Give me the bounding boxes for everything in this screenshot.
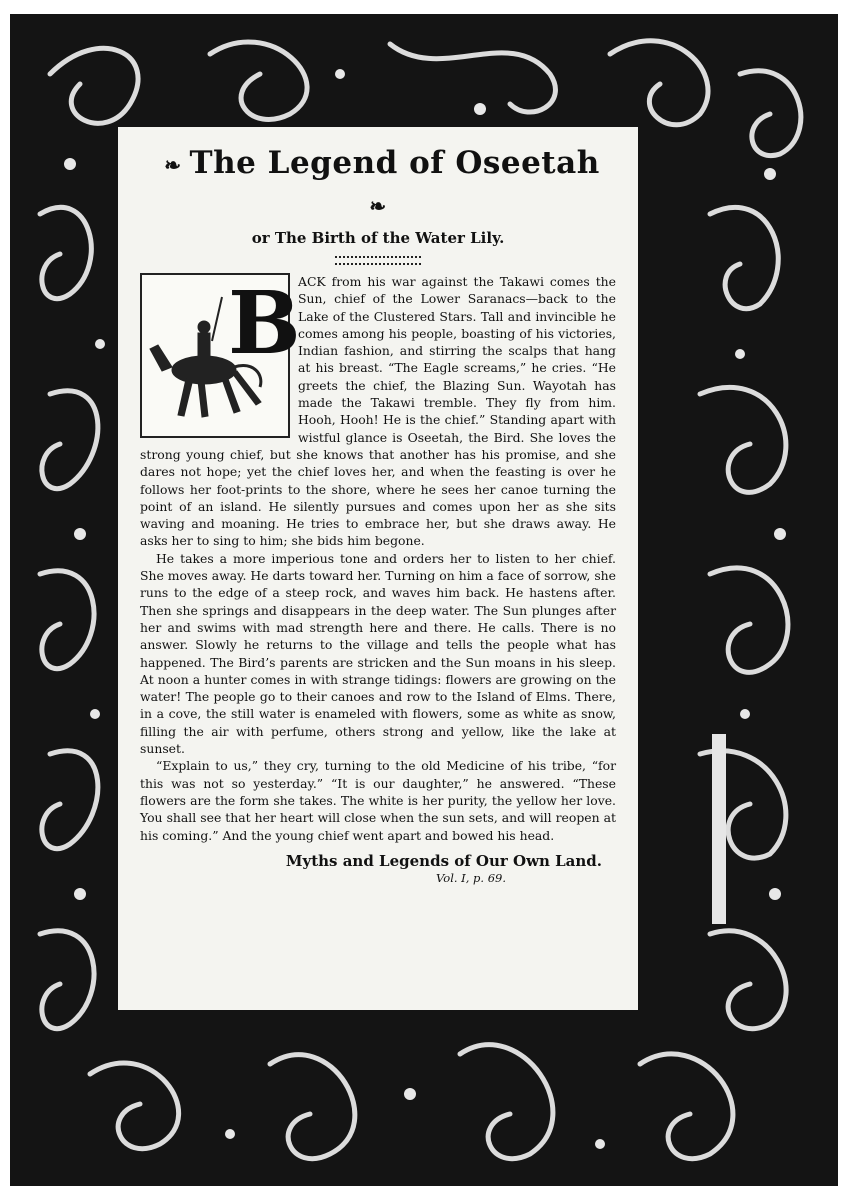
subtitle: or The Birth of the Water Lily. xyxy=(251,229,505,247)
paragraph: ACK from his war against the Takawi comes the Sun, chief of the Lower Saranacs—back to the Lake of the Clustered Stars. Tall and invincible he comes among his people, boasting of his victories, Indian fashion, and stirring the scalps that hang at his breast. “The Eagle screams,” he cries. “He greets the chief, the Blazing Sun. Wayotah has made the Takawi tremble. They fly from him. Hooh, Hooh! He is the chief.” Standing apart with wistful glance is Oseetah, the Bird. She loves the strong young chief, but she knows that another has his promise, and she dares not hope; yet the chief loves her, and when the feasting is over he follows her foot-prints to the shore, where he sees her canoe turning the point of an island. He silently pursues and comes upon her as she sits waving and moaning. He tries to embrace her, but she draws away. He asks her to sing to him; she bids him begone. xyxy=(140,274,616,549)
decorative-divider xyxy=(335,256,421,265)
page-title xyxy=(140,143,616,226)
drop-cap: B xyxy=(228,273,301,374)
leaf-ornament-icon: ❧ xyxy=(369,194,387,218)
source-title: Myths and Legends of Our Own Land. xyxy=(285,851,602,870)
text-panel xyxy=(118,127,638,1010)
paragraph: “Explain to us,” they cry, turning to the old Medicine of his tribe, “for this was not so yesterday.” “It is our daughter,” he answered. “These flowers are the form she takes. The white is her purity, the yellow her love. You shall see that her heart will close when the sun sets, and will reopen at his coming.” And the young chief went apart and bowed his head. xyxy=(140,758,616,843)
title-text: The Legend of Oseetah xyxy=(189,145,600,181)
paragraph: He takes a more imperious tone and orders her to listen to her chief. She moves away. He darts toward her. Turning on him a face of sorrow, she runs to the edge of a steep rock, and waves him back. He hastens after. Then she springs and disappears in the deep water. The Sun plunges after her and swims with mad strength here and there. He calls. There is no answer. Slowly he returns to the village and tells the people what has happened. The Bird’s parents are stricken and the Sun moans in his sleep. At noon a hunter comes in with strange tidings: flowers are growing on the water! The people go to their canoes and row to the Island of Elms. There, in a cove, the still water is enameled with flowers, some as white as snow, filling the air with perfume, others strong and yellow, like the lake at sunset. xyxy=(140,550,616,757)
leaf-ornament-icon: ❧ xyxy=(164,152,182,177)
citation: Vol. I, p. 69. xyxy=(436,870,506,885)
illustration-box xyxy=(140,273,301,438)
story-text xyxy=(140,273,616,844)
